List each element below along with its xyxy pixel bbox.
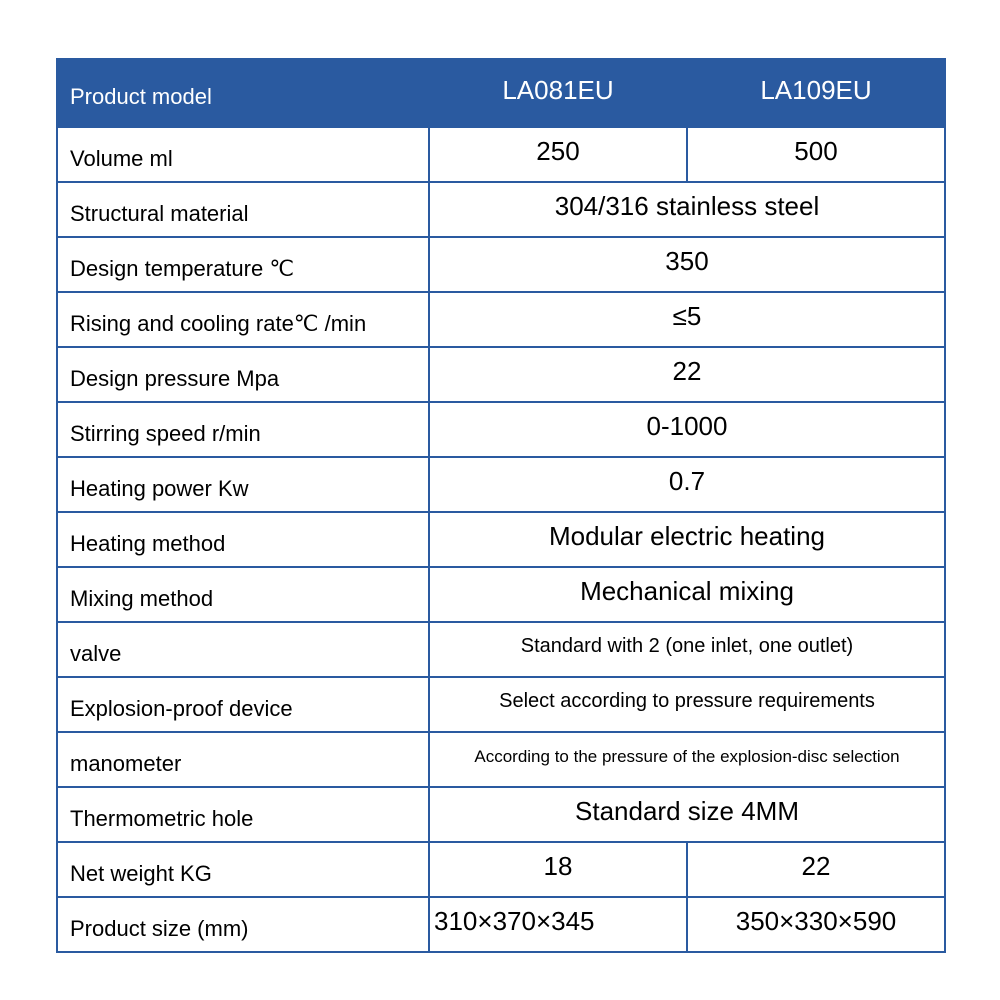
row-value xyxy=(429,732,945,787)
row-value xyxy=(429,512,945,567)
row-label-text: Heating power Kw xyxy=(70,475,249,501)
row-value-model-2 xyxy=(687,127,945,182)
row-value xyxy=(429,347,945,402)
row-label xyxy=(57,402,429,457)
model-1-cell xyxy=(429,59,687,127)
row-label-text: Rising and cooling rate℃ /min xyxy=(70,310,367,336)
row-mixing-method xyxy=(57,567,945,622)
row-value-model-1 xyxy=(429,897,687,952)
row-value-text: 18 xyxy=(543,851,573,881)
model-2-name: LA109EU xyxy=(760,74,872,105)
row-label-text: Product size (mm) xyxy=(70,915,249,941)
row-label xyxy=(57,787,429,842)
row-value-text: 310×370×345 xyxy=(434,906,595,936)
row-value-text: Select according to pressure requirements xyxy=(499,690,875,712)
row-value-text: 500 xyxy=(794,136,838,166)
row-product-size xyxy=(57,897,945,952)
row-label xyxy=(57,567,429,622)
row-label-text: Heating method xyxy=(70,530,226,556)
model-2-cell xyxy=(687,59,945,127)
row-label-text: Stirring speed r/min xyxy=(70,420,261,446)
row-value-text: 304/316 stainless steel xyxy=(554,191,820,221)
row-label-text: Net weight KG xyxy=(70,860,212,886)
row-label xyxy=(57,457,429,512)
row-value xyxy=(429,292,945,347)
row-value-text: Modular electric heating xyxy=(548,521,826,551)
row-net-weight xyxy=(57,842,945,897)
row-value-model-1 xyxy=(429,127,687,182)
row-value xyxy=(429,182,945,237)
row-label-text: Design temperature ℃ xyxy=(70,255,295,281)
row-value-text: ≤5 xyxy=(672,301,702,331)
row-label-text: Structural material xyxy=(70,200,249,226)
row-value-model-1 xyxy=(429,842,687,897)
row-heating-method xyxy=(57,512,945,567)
row-valve xyxy=(57,622,945,677)
row-value-text: Standard with 2 (one inlet, one outlet) xyxy=(520,635,854,657)
row-label xyxy=(57,842,429,897)
row-label xyxy=(57,732,429,787)
row-label-text: Volume ml xyxy=(70,145,173,171)
row-label-text: Thermometric hole xyxy=(70,805,254,831)
row-label xyxy=(57,292,429,347)
row-label xyxy=(57,677,429,732)
row-value xyxy=(429,402,945,457)
row-value xyxy=(429,237,945,292)
row-label xyxy=(57,347,429,402)
row-manometer xyxy=(57,732,945,787)
row-label-text: Mixing method xyxy=(70,585,214,611)
row-value-text: 350 xyxy=(665,246,709,276)
row-value-model-2 xyxy=(687,842,945,897)
row-label-text: Explosion-proof device xyxy=(70,695,293,721)
row-rising-cooling-rate xyxy=(57,292,945,347)
row-label xyxy=(57,897,429,952)
row-value-text: 350×330×590 xyxy=(735,906,897,936)
row-value-text: 250 xyxy=(536,136,580,166)
row-label xyxy=(57,182,429,237)
row-value xyxy=(429,567,945,622)
row-value xyxy=(429,677,945,732)
row-thermometric-hole xyxy=(57,787,945,842)
row-value-text: 0.7 xyxy=(668,466,706,496)
row-value xyxy=(429,787,945,842)
row-value-text: Standard size 4MM xyxy=(575,796,799,826)
row-value-text: 0-1000 xyxy=(646,411,728,441)
model-1-name: LA081EU xyxy=(502,74,614,105)
row-label xyxy=(57,512,429,567)
row-value xyxy=(429,457,945,512)
row-volume xyxy=(57,127,945,182)
spec-table xyxy=(56,58,946,953)
row-label xyxy=(57,127,429,182)
row-value-text: According to the pressure of the explosion-disc selection xyxy=(474,746,900,766)
row-heating-power xyxy=(57,457,945,512)
header-label-cell xyxy=(57,59,429,127)
row-label xyxy=(57,237,429,292)
row-value xyxy=(429,622,945,677)
row-label-text: Design pressure Mpa xyxy=(70,365,280,391)
header-row xyxy=(57,59,945,127)
row-value-model-2 xyxy=(687,897,945,952)
row-stirring-speed xyxy=(57,402,945,457)
row-value-text: Mechanical mixing xyxy=(580,576,794,606)
row-design-pressure xyxy=(57,347,945,402)
row-value-text: 22 xyxy=(801,851,831,881)
row-value-text: 22 xyxy=(672,356,702,386)
header-label: Product model xyxy=(70,84,212,109)
row-label-text: manometer xyxy=(70,750,182,776)
row-design-temperature xyxy=(57,237,945,292)
row-label xyxy=(57,622,429,677)
row-structural-material xyxy=(57,182,945,237)
row-explosion-proof-device xyxy=(57,677,945,732)
row-label-text: valve xyxy=(70,640,122,666)
